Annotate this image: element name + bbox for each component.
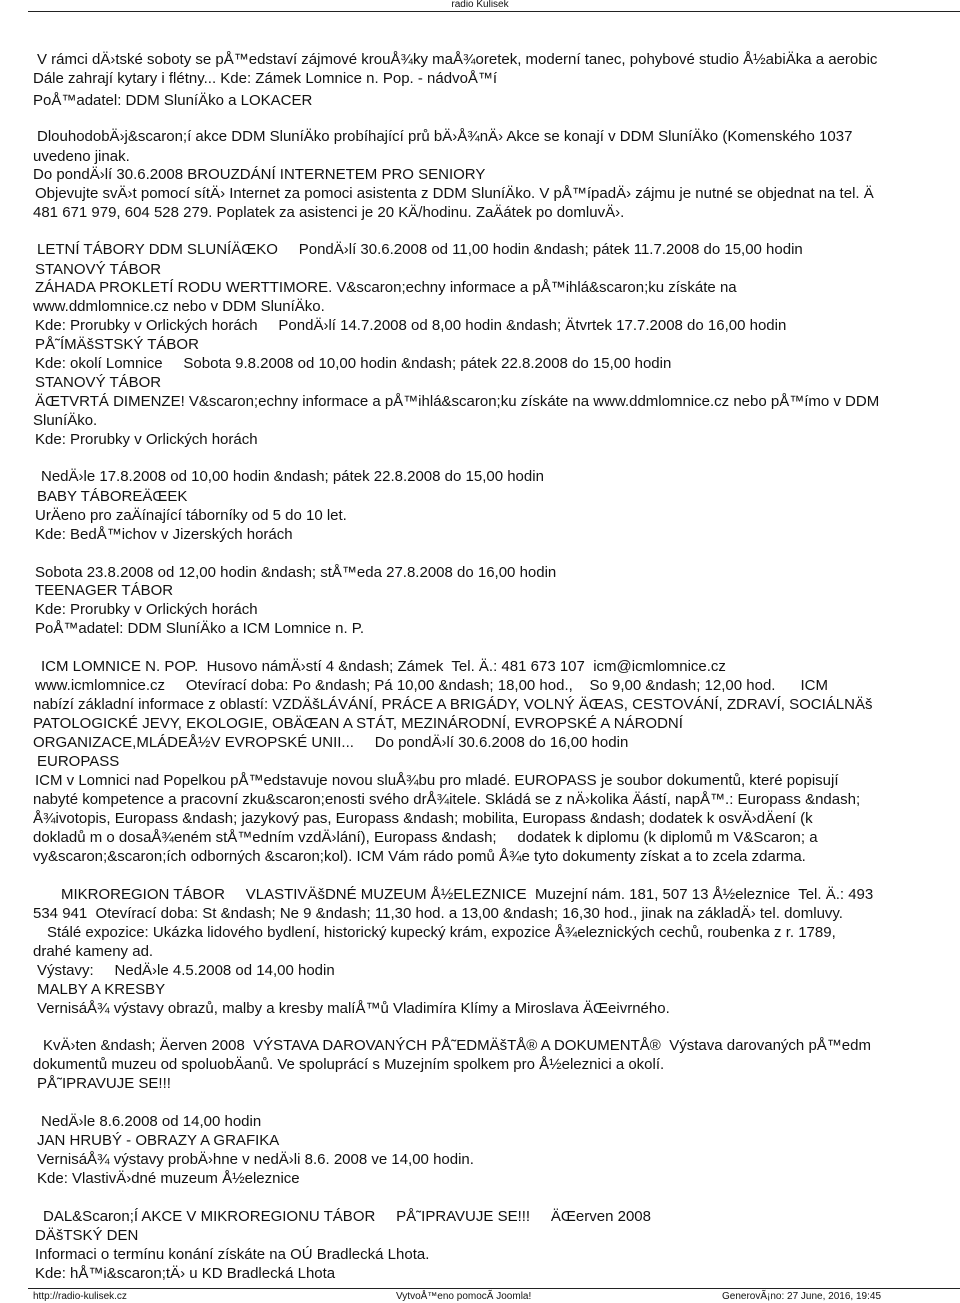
text-line: PÅ˜IPRAVUJE SE!!! [37,1075,171,1092]
text-line: MIKROREGION TÁBOR VLASTIVÄšDNÉ MUZEUM Å½ELEZNICE Muzejní nám. 181, 507 13 Å½eleznice Tel. Ä.: 493 [61,886,874,903]
text-line: Kde: Prorubky v Orlických horách [35,601,258,618]
text-line: Stálé expozice: Ukázka lidového bydlení, historický kupecký krám, expozice Å¾eleznických cechů, roubenka z r. 1789, [47,924,836,941]
text-line: VernisáÅ¾ výstavy obrazů, malby a kresby malíÅ™ů Vladimíra Klímy a Miroslava ÄŒeivrného. [37,1000,670,1017]
text-line: NedÄ›le 8.6.2008 od 14,00 hodin [41,1113,262,1130]
text-line: DAL&Scaron;Í AKCE V MIKROREGIONU TÁBOR PÅ˜IPRAVUJE SE!!! ÄŒerven 2008 [43,1208,651,1225]
text-line: UrÄeno pro zaÄínající táborníky od 5 do 10 let. [35,507,347,524]
text-line: dokumentů muzeu od spoluobÄanů. Ve spoluprácí s Muzejním spolkem pro Å½eleznici a okolí. [33,1056,665,1073]
text-line: STANOVÝ TÁBOR [35,261,162,278]
text-line: KvÄ›ten &ndash; Äerven 2008 VÝSTAVA DAROVANÝCH PÅ˜EDMÄšTÅ® A DOKUMENTÅ® Výstava darovaných pÅ™edm [43,1037,871,1054]
site-header: radio Kulisek [451,0,509,10]
text-line: Objevujte svÄ›t pomocí sítÄ› Internet za pomoci asistenta z DDM SluníÄko. V pÅ™ípadÄ› zájmu je nutné se objednat na tel. Ä [35,185,874,202]
text-line: Sobota 23.8.2008 od 12,00 hodin &ndash; stÅ™eda 27.8.2008 do 16,00 hodin [35,564,557,581]
text-line: STANOVÝ TÁBOR [35,374,162,391]
text-line: V rámci dÄ›tské soboty se pÅ™edstaví zájmové krouÅ¾ky maÅ¾oretek, moderní tanec, pohybové studio Å½abiÄka a aerobic [37,51,878,68]
text-line: EUROPASS [37,753,120,770]
footer-url[interactable]: http://radio-kulisek.cz [33,1291,127,1302]
text-line: Kde: Prorubky v Orlických horách [35,431,258,448]
text-line: JAN HRUBÝ - OBRAZY A GRAFIKA [37,1132,280,1149]
text-line: MALBY A KRESBY [37,981,166,998]
text-line: vy&scaron;&scaron;ích odborných &scaron;kol). ICM Vám rádo pomů Å¾e tyto dokumenty získat a to zcela zdarma. [33,848,806,865]
text-line: 481 671 979, 604 528 279. Poplatek za asistenci je 20 KÄ/hodinu. ZaÄátek po domluvÄ›. [33,204,625,221]
text-line: nabízí základní informace z oblastí: VZDÄšLÁVÁNÍ, PRÁCE A BRIGÁDY, VOLNÝ ÄŒAS, CESTOVÁNÍ, ZDRAVÍ, SOCIÁLNÄš [33,696,873,713]
text-line: drahé kameny ad. [33,943,154,960]
text-line: SluníÄko. [33,412,98,429]
text-line: ICM LOMNICE N. POP. Husovo námÄ›stí 4 &ndash; Zámek Tel. Ä.: 481 673 107 icm@icmlomnice.cz [41,658,726,675]
text-line: Å¾ivotopis, Europass &ndash; jazykový pas, Europass &ndash; mobilita, Europass &ndash; dodatek k osvÄ›dÄení (k [33,810,813,827]
text-line: PoÅ™adatel: DDM SluníÄko a ICM Lomnice n. P. [35,620,365,637]
text-line: Výstavy: NedÄ›le 4.5.2008 od 14,00 hodin [37,962,335,979]
text-line: Kde: hÅ™i&scaron;tÄ› u KD Bradlecká Lhota [35,1265,336,1282]
text-line: DÄšTSKÝ DEN [35,1227,139,1244]
text-line: BABY TÁBOREÄŒEK [37,488,188,505]
text-line: www.ddmlomnice.cz nebo v DDM SluníÄko. [33,298,325,315]
text-line: Kde: VlastivÄ›dné muzeum Å½eleznice [37,1170,300,1187]
footer-divider [28,1288,960,1289]
text-line: TEENAGER TÁBOR [35,582,174,599]
text-line: Do pondÄ›lí 30.6.2008 BROUZDÁNÍ INTERNETEM PRO SENIORY [33,166,486,183]
header-divider [28,11,960,12]
text-line: VernisáÅ¾ výstavy probÄ›hne v nedÄ›li 8.6. 2008 ve 14,00 hodin. [37,1151,474,1168]
text-line: PoÅ™adatel: DDM SluníÄko a LOKACER [33,92,313,109]
text-line: uvedeno jinak. [33,148,130,165]
text-line: Kde: Prorubky v Orlických horách PondÄ›lí 14.7.2008 od 8,00 hodin &ndash; Ätvrtek 17.7.2008 do 16,00 hodin [35,317,787,334]
footer-generated: GenerovÃ¡no: 27 June, 2016, 19:45 [722,1291,882,1302]
text-line: LETNÍ TÁBORY DDM SLUNÍÄŒKO PondÄ›lí 30.6.2008 od 11,00 hodin &ndash; pátek 11.7.2008 do 15,00 hodin [37,241,803,258]
text-line: Kde: BedÅ™ichov v Jizerských horách [35,526,293,543]
text-line: Dále zahrají kytary i flétny... Kde: Zámek Lomnice n. Pop. - nádvoÅ™í [33,70,498,87]
text-line: www.icmlomnice.cz Otevírací doba: Po &ndash; Pá 10,00 &ndash; 18,00 hod., So 9,00 &ndash; 12,00 hod. ICM [35,677,828,694]
text-line: ÄŒTVRTÁ DIMENZE! V&scaron;echny informace a pÅ™ihlá&scaron;ku získáte na www.ddmlomnice.cz nebo pÅ™ímo v DDM [35,393,880,410]
text-line: ZÁHADA PROKLETÍ RODU WERTTIMORE. V&scaron;echny informace a pÅ™ihlá&scaron;ku získáte na [35,279,737,296]
text-line: Informaci o termínu konání získáte na OÚ Bradlecká Lhota. [35,1246,430,1263]
footer-made-with: VytvoÅ™eno pomocÃ Joomla! [396,1291,532,1302]
text-line: PÅ˜ÍMÄšSTSKÝ TÁBOR [35,336,199,353]
text-line: ICM v Lomnici nad Popelkou pÅ™edstavuje novou sluÅ¾bu pro mladé. EUROPASS je soubor dokumentů, které popisují [35,772,839,789]
text-line: 534 941 Otevírací doba: St &ndash; Ne 9 &ndash; 11,30 hod. a 13,00 &ndash; 16,30 hod., jinak na základÄ› tel. domluvy. [33,905,843,922]
text-line: dokladů m o dosaÅ¾eném stÅ™edním vzdÄ›lání), Europass &ndash; dodatek k diplomu (k diplomů m V&Scaron; a [33,829,818,846]
text-line: PATOLOGICKÉ JEVY, EKOLOGIE, OBÄŒAN A STÁT, MEZINÁRODNÍ, EVROPSKÉ A NÁRODNÍ [33,715,683,732]
text-line: NedÄ›le 17.8.2008 od 10,00 hodin &ndash; pátek 22.8.2008 do 15,00 hodin [41,468,544,485]
text-line: ORGANIZACE,MLÁDEÅ½V EVROPSKÉ UNII... Do pondÄ›lí 30.6.2008 do 16,00 hodin [33,734,629,751]
text-line: nabyté kompetence a pracovní zku&scaron;enosti svého drÅ¾itele. Skládá se z nÄ›kolika Äástí, napÅ™.: Europass &ndash; [33,791,861,808]
text-line: DlouhodobÄ›j&scaron;í akce DDM SluníÄko probíhající prů bÄ›Å¾nÄ› Akce se konají v DDM SluníÄko (Komenského 1037 [37,128,853,145]
text-line: Kde: okolí Lomnice Sobota 9.8.2008 od 10,00 hodin &ndash; pátek 22.8.2008 do 15,00 hodin [35,355,672,372]
